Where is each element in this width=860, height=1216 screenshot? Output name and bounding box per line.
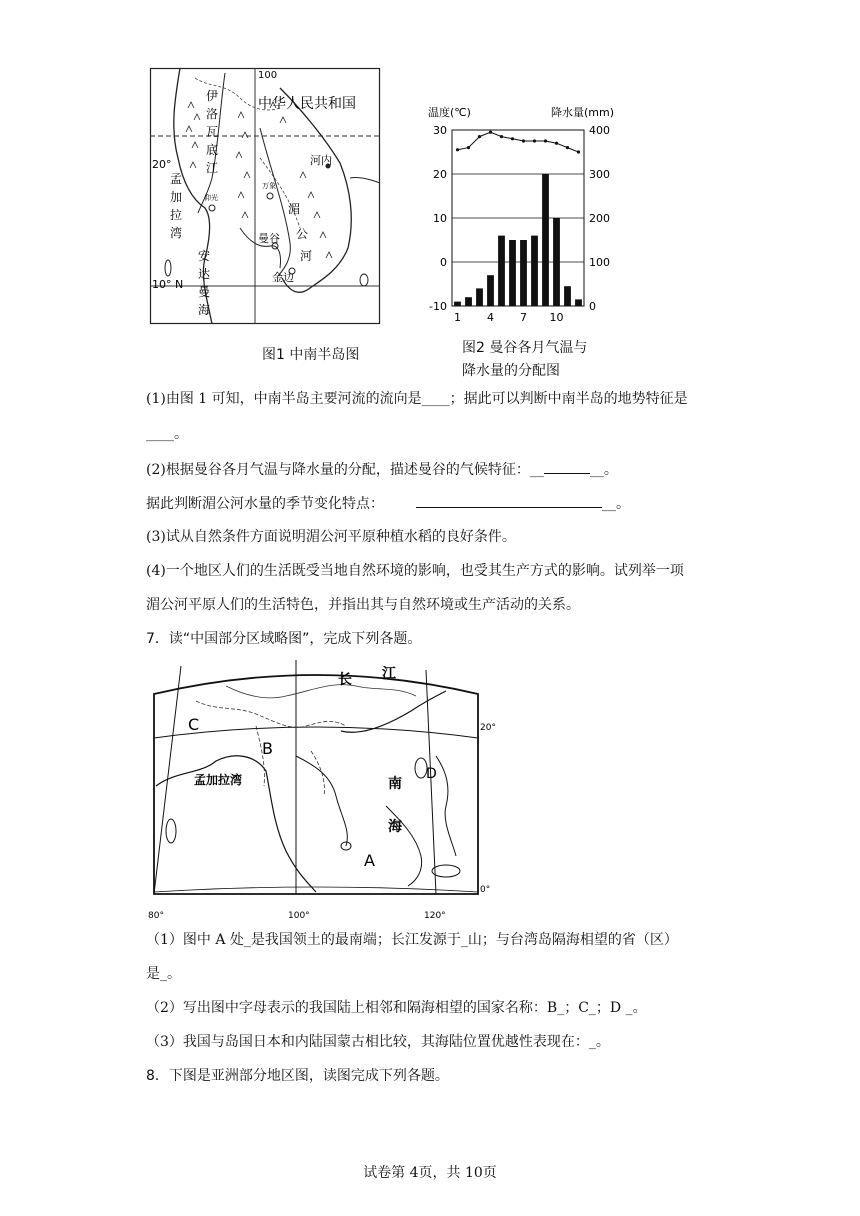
map-label-china: 中华人民共和国 bbox=[258, 96, 356, 112]
right-tick-label: 100 bbox=[589, 256, 610, 269]
svg-text:洛: 洛 bbox=[206, 107, 219, 121]
map-letter-A: A bbox=[364, 851, 375, 870]
svg-text:瓦: 瓦 bbox=[206, 125, 219, 139]
precip-bar bbox=[520, 240, 527, 306]
map-label-chang: 长 bbox=[338, 672, 352, 688]
q6-p4-line1: (4)一个地区人们的生活既受当地自然环境的影响，也受其生产方式的影响。试列举一项 bbox=[146, 563, 684, 579]
svg-text:拉: 拉 bbox=[170, 208, 183, 222]
q6-p2-line1-text: (2)根据曼谷各月气温与降水量的分配，描述曼谷的气候特征：__ bbox=[146, 462, 544, 478]
indochina-map-svg bbox=[150, 68, 380, 324]
x-tick-label: 4 bbox=[487, 311, 494, 324]
figure1-caption: 图1 中南半岛图 bbox=[262, 347, 360, 363]
q7-s1-line2: 是_。 bbox=[146, 966, 181, 982]
temperature-point bbox=[478, 135, 481, 138]
q6-p2-line1-end: __。 bbox=[589, 462, 618, 478]
svg-text:孟: 孟 bbox=[170, 172, 183, 186]
temperature-point bbox=[456, 148, 459, 151]
left-tick-label: 20 bbox=[433, 168, 447, 181]
svg-text:海: 海 bbox=[198, 303, 211, 317]
map-label-nan: 南 bbox=[388, 776, 402, 792]
figure1-map bbox=[150, 68, 380, 324]
figure2-chart bbox=[418, 104, 615, 326]
q6-p2-answer-blank1[interactable] bbox=[544, 459, 590, 474]
q6-p2-line2-end: __。 bbox=[602, 496, 630, 512]
svg-text:湄: 湄 bbox=[288, 202, 301, 216]
temperature-point bbox=[544, 139, 547, 142]
map-label-jiang: 江 bbox=[382, 666, 396, 682]
temperature-line bbox=[458, 132, 579, 152]
climate-chart-svg bbox=[418, 104, 615, 326]
map-label-bay: 孟加拉湾 bbox=[194, 773, 243, 787]
precip-bar bbox=[476, 288, 483, 306]
q6-p2-line2-text: 据此判断湄公河水量的季节变化特点： bbox=[146, 496, 384, 512]
map-label-lat0: 0° bbox=[480, 885, 491, 895]
q7-s1-line1: （1）图中 A 处_是我国领土的最南端；长江发源于_山；与台湾岛隔海相望的省（区） bbox=[146, 932, 678, 948]
q6-p2-line1 bbox=[146, 459, 618, 480]
temperature-point bbox=[555, 142, 558, 145]
map-label-lat20: 20° bbox=[152, 158, 172, 171]
svg-text:底: 底 bbox=[206, 143, 219, 157]
temperature-point bbox=[522, 139, 525, 142]
precip-bar bbox=[465, 297, 472, 306]
precip-bar bbox=[531, 236, 538, 306]
q7-map bbox=[146, 656, 496, 924]
precip-bar bbox=[564, 286, 571, 306]
precip-bar bbox=[498, 236, 505, 306]
q7-title: 7．读“中国部分区域略图”，完成下列各题。 bbox=[146, 631, 422, 647]
svg-text:公: 公 bbox=[296, 227, 309, 241]
precip-bar bbox=[553, 218, 560, 306]
precip-bar bbox=[575, 299, 582, 306]
left-axis-label: 温度(℃) bbox=[428, 106, 471, 119]
temperature-point bbox=[511, 137, 514, 140]
x-tick-label: 7 bbox=[520, 311, 527, 324]
svg-text:曼: 曼 bbox=[198, 285, 211, 299]
figure2-caption-line2: 降水量的分配图 bbox=[462, 363, 560, 379]
left-tick-label: 0 bbox=[440, 256, 447, 269]
left-tick-label: 30 bbox=[433, 124, 447, 137]
right-tick-label: 300 bbox=[589, 168, 610, 181]
page-footer: 试卷第 4页，共 10页 bbox=[363, 1165, 497, 1181]
map-label-lon100: 100 bbox=[258, 70, 278, 81]
left-tick-label: 10 bbox=[433, 212, 447, 225]
map-label-hanoi: 河内 bbox=[310, 154, 332, 167]
right-tick-label: 400 bbox=[589, 124, 610, 137]
svg-text:江: 江 bbox=[206, 161, 219, 175]
svg-text:加: 加 bbox=[170, 190, 183, 204]
svg-text:伊: 伊 bbox=[206, 89, 219, 103]
q7-s2: （2）写出图中字母表示的我国陆上相邻和隔海相望的国家名称：B_；C_；D _。 bbox=[146, 1000, 647, 1016]
temperature-point bbox=[489, 131, 492, 134]
q6-p1-line2: ____。 bbox=[146, 426, 188, 442]
temperature-point bbox=[533, 139, 536, 142]
precip-bar bbox=[487, 275, 494, 306]
q6-p1-line1: (1)由图 1 可知，中南半岛主要河流的流向是____；据此可以判断中南半岛的地势特征是 bbox=[146, 391, 688, 407]
map-label-hai: 海 bbox=[388, 819, 402, 835]
q6-p2-line2 bbox=[146, 493, 630, 514]
precip-bar bbox=[454, 302, 461, 306]
left-tick-label: -10 bbox=[429, 300, 447, 313]
precip-bar bbox=[509, 240, 516, 306]
temperature-point bbox=[467, 146, 470, 149]
map-letter-C: C bbox=[188, 715, 200, 734]
map-label-lon120: 120° bbox=[424, 911, 446, 921]
q6-p3: (3)试从自然条件方面说明湄公河平原种植水稻的良好条件。 bbox=[146, 529, 516, 545]
temperature-point bbox=[577, 150, 580, 153]
temperature-point bbox=[566, 146, 569, 149]
right-axis-label: 降水量(mm) bbox=[551, 106, 615, 119]
q6-p2-answer-blank2[interactable] bbox=[416, 493, 602, 508]
map-label-bangkok: 曼谷 bbox=[258, 232, 280, 245]
q8-title: 8．下图是亚洲部分地区图，读图完成下列各题。 bbox=[146, 1068, 449, 1084]
svg-text:安: 安 bbox=[198, 249, 211, 263]
china-region-map-svg bbox=[146, 656, 496, 924]
x-tick-label: 1 bbox=[454, 311, 461, 324]
q7-s3: （3）我国与岛国日本和内陆国蒙古相比较，其海陆位置优越性表现在：_。 bbox=[146, 1034, 610, 1050]
right-tick-label: 200 bbox=[589, 212, 610, 225]
map-label-phnompenh: 金边 bbox=[272, 271, 294, 284]
map-letter-D: D bbox=[426, 766, 437, 782]
svg-text:达: 达 bbox=[198, 267, 211, 281]
map-label-vientiane: 万象 bbox=[262, 182, 276, 190]
map-label-lon80: 80° bbox=[148, 911, 164, 921]
svg-text:湾: 湾 bbox=[170, 226, 183, 240]
map-label-irrawaddy bbox=[206, 89, 218, 175]
map-label-lat20b: 20° bbox=[480, 723, 496, 733]
temperature-point bbox=[500, 135, 503, 138]
right-tick-label: 0 bbox=[589, 300, 596, 313]
map-label-lon100b: 100° bbox=[288, 911, 310, 921]
map-letter-B: B bbox=[262, 739, 273, 758]
q6-p4-line2: 湄公河平原人们的生活特色，并指出其与自然环境或生产活动的关系。 bbox=[146, 597, 580, 613]
svg-text:河: 河 bbox=[300, 249, 313, 263]
map-label-yangon: 仰光 bbox=[204, 194, 218, 202]
precip-bar bbox=[542, 174, 549, 306]
x-tick-label: 10 bbox=[549, 311, 564, 324]
figure2-caption-line1: 图2 曼谷各月气温与 bbox=[462, 340, 588, 356]
map-label-lat10: 10° N bbox=[152, 278, 184, 291]
